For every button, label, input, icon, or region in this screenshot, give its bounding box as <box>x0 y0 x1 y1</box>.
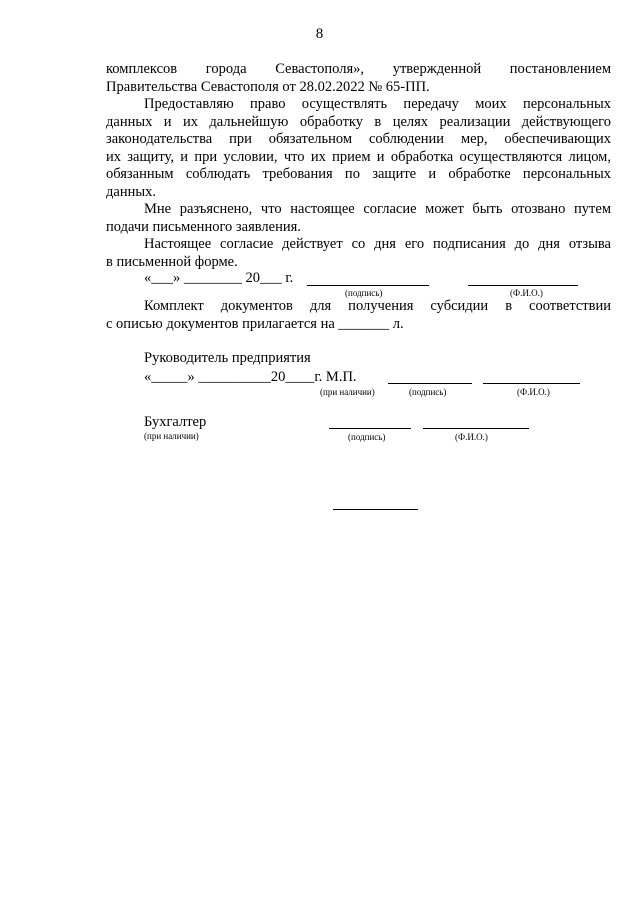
end-of-document-line <box>333 509 418 510</box>
text-line: Настоящее согласие действует со дня его подписания до дня отзыва <box>144 236 611 252</box>
paragraph-revocation <box>106 201 611 236</box>
accountant-if-any-caption: (при наличии) <box>144 431 199 441</box>
accountant-signature-caption: (подпись) <box>348 432 386 442</box>
text-line: комплексов города Севастополя», утвержденной постановлением <box>106 61 611 77</box>
paragraph-validity <box>106 236 611 271</box>
director-signature-line <box>388 383 472 384</box>
page-number: 8 <box>315 26 324 42</box>
text-line: обязанным соблюдать требования по защите и обработке персональных <box>106 166 611 182</box>
director-date-line: «_____» __________20____г. М.П. <box>144 369 357 385</box>
paragraph-documents <box>106 298 611 333</box>
accountant-title: Бухгалтер <box>144 414 207 430</box>
text-line: Правительства Севастополя от 28.02.2022 № 65-ПП. <box>106 78 430 95</box>
consent-fio-caption: (Ф.И.О.) <box>510 288 543 298</box>
text-line: их защиту, и при условии, что их прием и обработка осуществляются лицом, <box>106 148 611 165</box>
accountant-fio-line <box>423 428 529 429</box>
text-line: в письменной форме. <box>106 253 238 270</box>
accountant-signature-line <box>329 428 411 429</box>
consent-fio-line <box>468 285 578 286</box>
paragraph-consent-transfer <box>106 96 611 201</box>
consent-date-line: «___» ________ 20___ г. <box>144 270 294 286</box>
director-if-any-caption: (при наличии) <box>320 387 375 397</box>
text-line: Комплект документов для получения субсидии в соответствии <box>144 298 611 314</box>
text-line: данных и их дальнейшую обработку в целях реализации действующего <box>106 113 611 130</box>
consent-signature-line <box>307 285 429 286</box>
paragraph-continuation <box>106 61 611 96</box>
director-signature-caption: (подпись) <box>409 387 447 397</box>
director-fio-line <box>483 383 580 384</box>
text-line: Мне разъяснено, что настоящее согласие может быть отозвано путем <box>144 201 611 217</box>
consent-signature-caption: (подпись) <box>345 288 383 298</box>
text-line: данных. <box>106 183 156 200</box>
director-fio-caption: (Ф.И.О.) <box>517 387 550 397</box>
text-line: подачи письменного заявления. <box>106 218 301 235</box>
text-line: с описью документов прилагается на _______ л. <box>106 315 404 332</box>
accountant-fio-caption: (Ф.И.О.) <box>455 432 488 442</box>
text-line: Предоставляю право осуществлять передачу моих персональных <box>144 96 611 112</box>
director-title: Руководитель предприятия <box>144 350 311 366</box>
text-line: законодательства при обязательном соблюдении мер, обеспечивающих <box>106 131 611 147</box>
